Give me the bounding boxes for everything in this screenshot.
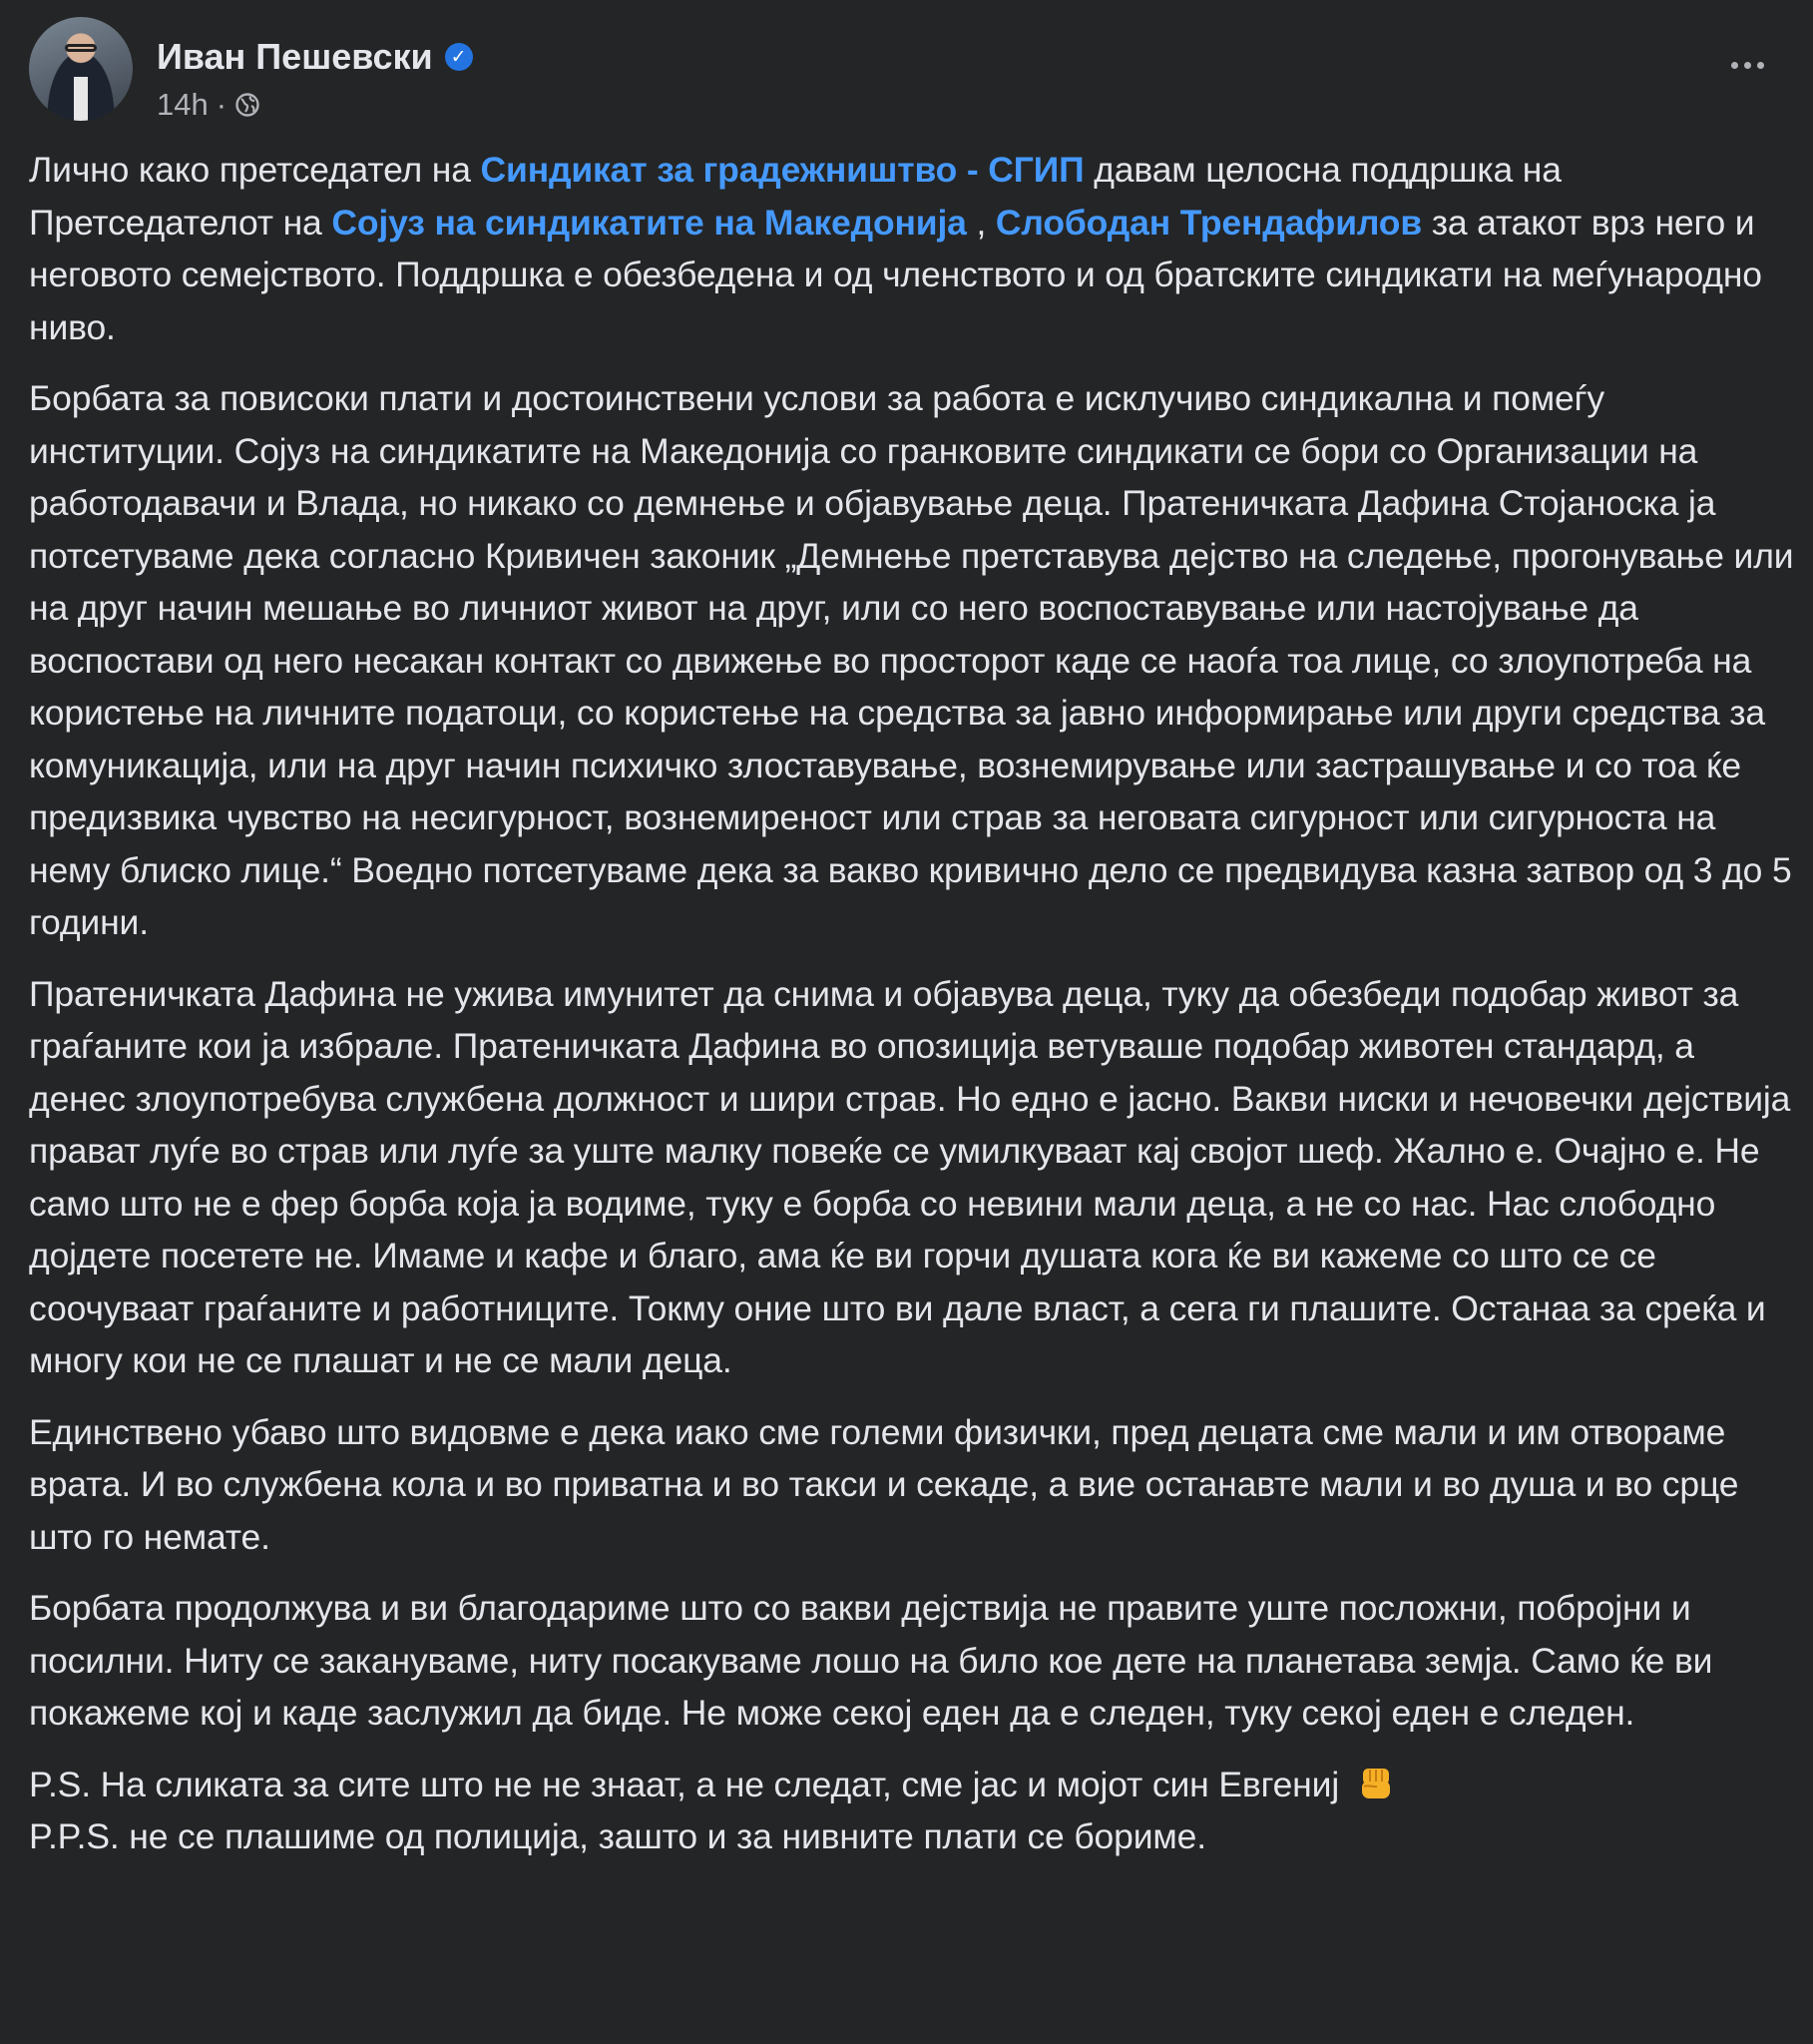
post-body — [29, 144, 1795, 1863]
more-dot — [1731, 62, 1738, 69]
post-header — [29, 17, 1785, 121]
avatar-shirt — [74, 77, 88, 121]
paragraph-4: Единствено убаво што видовме е дека иако сме големи физички, пред децата сме мали и им отвораме врата. И во службена кола и во приватна и во такси и секаде, а вие останавте мали и во душа и во срце што го немате. — [29, 1411, 1739, 1557]
mention-sgip[interactable]: Синдикат за градежништво - СГИП — [480, 150, 1085, 190]
author-avatar[interactable] — [29, 17, 133, 121]
post-meta — [157, 87, 260, 123]
pps-line: P.P.S. не се плашиме од полиција, зашто и за нивните плати се бориме. — [29, 1816, 1206, 1856]
ps-text: P.S. На сликата за сите што не не знаат, а не следат, сме јас и мојот син Евгениј — [29, 1764, 1340, 1804]
more-options-icon[interactable] — [1719, 45, 1775, 85]
post-timestamp[interactable]: 14h — [157, 87, 209, 122]
paragraph-1-text-a: Лично како претседател на — [29, 150, 481, 190]
paragraph-1-text-d: за атакот врз него и неговото семејството. Поддршка е обезбедена и од членството и од братските синдикати на меѓународно ниво. — [29, 202, 1762, 347]
author-name[interactable]: Иван Пешевски — [157, 36, 433, 77]
globe-icon[interactable] — [234, 92, 260, 118]
more-dot — [1757, 62, 1764, 69]
paragraph-5: Борбата продолжува и ви благодариме што со вакви дејствија не правите уште посложни, побројни и посилни. Ниту се закануваме, ниту посакуваме лошо на било кое дете на планетава земја. Само ќе ви покажеме кој и каде заслужил да биде. Не може секој еден да е следен, туку секој еден е следен. — [29, 1588, 1713, 1733]
mention-ssm[interactable]: Сојуз на синдикатите на Македонија — [331, 202, 967, 243]
meta-separator: · — [216, 87, 227, 122]
paragraph-3: Пратеничката Дафина не ужива имунитет да снима и објавува деца, туку да обезбеди подобар живот за граѓаните кои ја избрале. Пратеничката Дафина во опозиција ветуваше подобар животен стандард, а денес злоупотребува службена должност и шири страв. Но едно е јасно. Вакви ниски и нечовечки дејствија прават луѓе во страв или луѓе за уште малку повеќе се умилкуваат кај својот шеф. Жално е. Очајно е. Не само што не е фер борба која ја водиме, туку е борба со невини мали деца, а не со нас. Нас слободно дојдете посетете не. Имаме и кафе и благо, ама ќе ви горчи душата кога ќе ви кажеме со што се се соочуваат граѓаните и работниците. Токму оние што ви дале власт, а сега ги плашите. Останаа за среќа и многу кои не се плашат и не се мали деца. — [29, 973, 1791, 1380]
author-row — [157, 37, 473, 77]
mention-trendafilov[interactable]: Слободан Трендафилов — [995, 202, 1423, 243]
paragraph-1 — [29, 144, 1795, 353]
ps-line — [29, 1759, 1795, 1811]
raised-fist-emoji-icon — [1355, 1763, 1397, 1804]
avatar-glasses — [65, 44, 97, 52]
paragraph-1-text-c: , — [966, 202, 996, 243]
verified-badge-icon: ✓ — [445, 43, 473, 71]
more-dot — [1744, 62, 1751, 69]
paragraph-2: Борбата за повисоки плати и достоинствени услови за работа е исклучиво синдикална и помеѓу институции. Сојуз на синдикатите на Македонија со гранковите синдикати се бори со Организации на работодавачи и Влада, но никако со демнење и објавување деца. Пратеничката Дафина Стојаноска ја потсетуваме дека согласно Кривичен законик „Демнење претставува дејство на следење, прогонување или на друг начин мешање во личниот живот на друг, или со него воспоставување или настојување да воспостави од него несакан контакт со движење во просторот каде се наоѓа тоа лице, со злоупотреба на користење на личните податоци, со користење на средства за јавно информирање или други средства за комуникација, или на друг начин психичко злоставување, вознемирување или застрашување и со тоа ќе предизвика чувство на несигурност, вознемиреност или страв за неговата сигурност или сигурноста на нему блиско лице.“ Воедно потсетуваме дека за вакво кривично дело се предвидува казна затвор од 3 до 5 години. — [29, 378, 1794, 942]
paragraph-1-text-b: давам целосна поддршка на Претседателот на — [29, 150, 1562, 243]
